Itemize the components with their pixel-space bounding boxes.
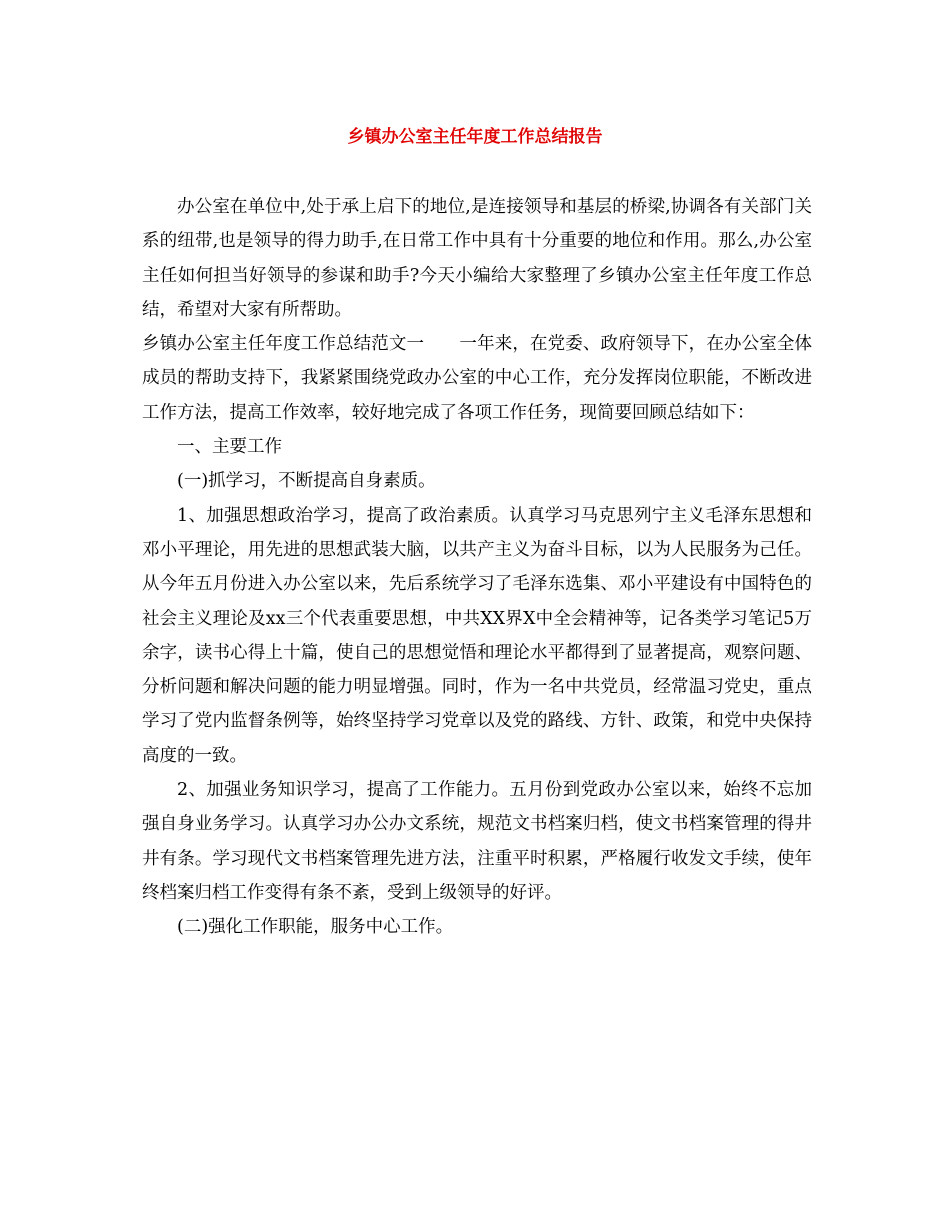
paragraph-political-study: 1、加强思想政治学习，提高了政治素质。认真学习马克思列宁主义毛泽东思想和邓小平理论，用先进的思想武装大脑，以共产主义为奋斗目标，以为人民服务为己任。从今年五月份进入办公室以来，先后系统学习了毛泽东选集、邓小平建设有中国特色的社会主义理论及xx三个代表重要思想，中共XX界X中全会精神等，记各类学习笔记5万余字，读书心得上十篇，使自己的思想觉悟和理论水平都得到了显著提高，观察问题、分析问题和解决问题的能力明显增强。同时，作为一名中共党员，经常温习党史，重点学习了党内监督条例等，始终坚持学习党章以及党的路线、方针、政策，和党中央保持高度的一致。 [142,505,812,766]
document-body [142,190,812,945]
document-title: 乡镇办公室主任年度工作总结报告 [347,127,603,147]
subheading-study: (一)抓学习，不断提高自身素质。 [177,471,436,492]
paragraph-business-study: 2、加强业务知识学习，提高了工作能力。五月份到党政办公室以来，始终不忘加强自身业务学习。认真学习办公办文系统，规范文书档案归档，使文书档案管理的得井井有条。学习现代文书档案管理先进方法，注重平时积累，严格履行收发文手续，使年终档案归档工作变得有条不紊，受到上级领导的好评。 [142,780,812,903]
subheading-work-function: (二)强化工作职能，服务中心工作。 [177,917,454,938]
paragraph-intro: 办公室在单位中,处于承上启下的地位,是连接领导和基层的桥梁,协调各有关部门关系的纽带,也是领导的得力助手,在日常工作中具有十分重要的地位和作用。那么,办公室主任如何担当好领导的参谋和助手?今天小编给大家整理了乡镇办公室主任年度工作总结，希望对大家有所帮助。 [142,197,812,320]
paragraph-sample-one: 乡镇办公室主任年度工作总结范文一 一年来，在党委、政府领导下，在办公室全体成员的帮助支持下，我紧紧围绕党政办公室的中心工作，充分发挥岗位职能，不断改进工作方法，提高工作效率，较好地完成了各项工作任务，现简要回顾总结如下： [142,334,812,423]
heading-main-work: 一、主要工作 [177,437,282,458]
